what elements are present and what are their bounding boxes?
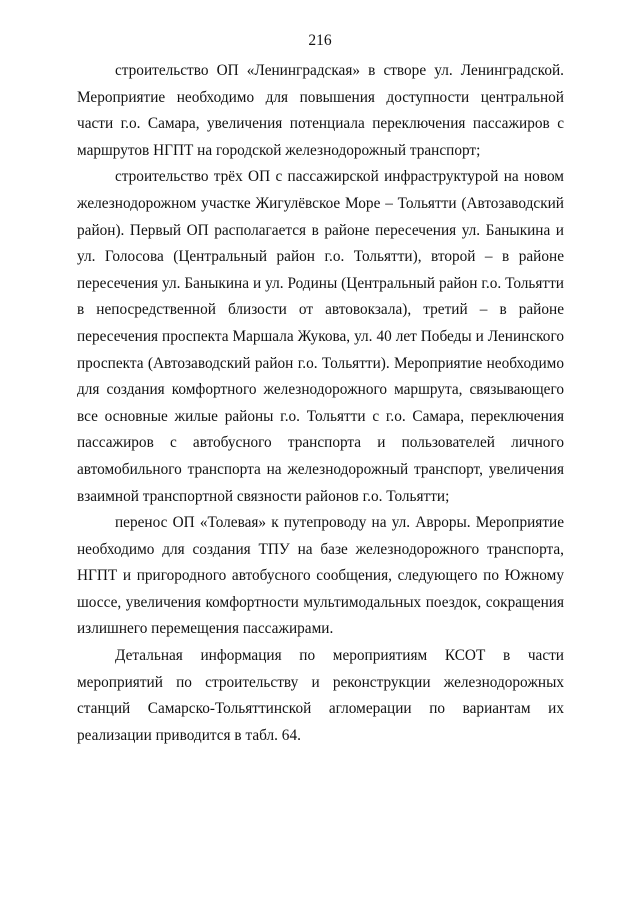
document-body xyxy=(77,58,564,749)
page-number: 216 xyxy=(308,32,332,49)
paragraph-leningradskaya: строительство ОП «Ленинградская» в створе ул. Ленинградской. Мероприятие необходимо для повышения доступности центральной части г.о. Самара, увеличения потенциала переключения пассажиров с маршрутов НГПТ на городской железнодорожный транспорт; xyxy=(77,62,564,159)
paragraph-details-table-64: Детальная информация по мероприятиям КСОТ в части мероприятий по строительству и реконструкции железнодорожных станций Самарско-Тольяттинской агломерации по вариантам их реализации приводится в табл. 64. xyxy=(77,647,564,744)
paragraph-tolevaya-transfer: перенос ОП «Толевая» к путепроводу на ул. Авроры. Мероприятие необходимо для создания ТПУ на базе железнодорожного транспорта, НГПТ и пригородного автобусного сообщения, следующего по Южному шоссе, увеличения комфортности мультимодальных поездок, сокращения излишнего перемещения пассажирами. xyxy=(77,514,564,638)
paragraph-three-stops-tolyatti: строительство трёх ОП с пассажирской инфраструктурой на новом железнодорожном участке Жигулёвское Море – Тольятти (Автозаводский район). Первый ОП располагается в районе пересечения ул. Баныкина и ул. Голосова (Центральный район г.о. Тольятти), второй – в районе пересечения ул. Баныкина и ул. Родины (Центральный район г.о. Тольятти в непосредственной близости от автовокзала), третий – в районе пересечения проспекта Маршала Жукова, ул. 40 лет Победы и Ленинского проспекта (Автозаводский район г.о. Тольятти). Мероприятие необходимо для создания комфортного железнодорожного маршрута, связывающего все основные жилые районы г.о. Тольятти с г.о. Самара, переключения пассажиров с автобусного транспорта и пользователей личного автомобильного транспорта на железнодорожный транспорт, увеличения взаимной транспортной связности районов г.о. Тольятти; xyxy=(77,168,564,505)
